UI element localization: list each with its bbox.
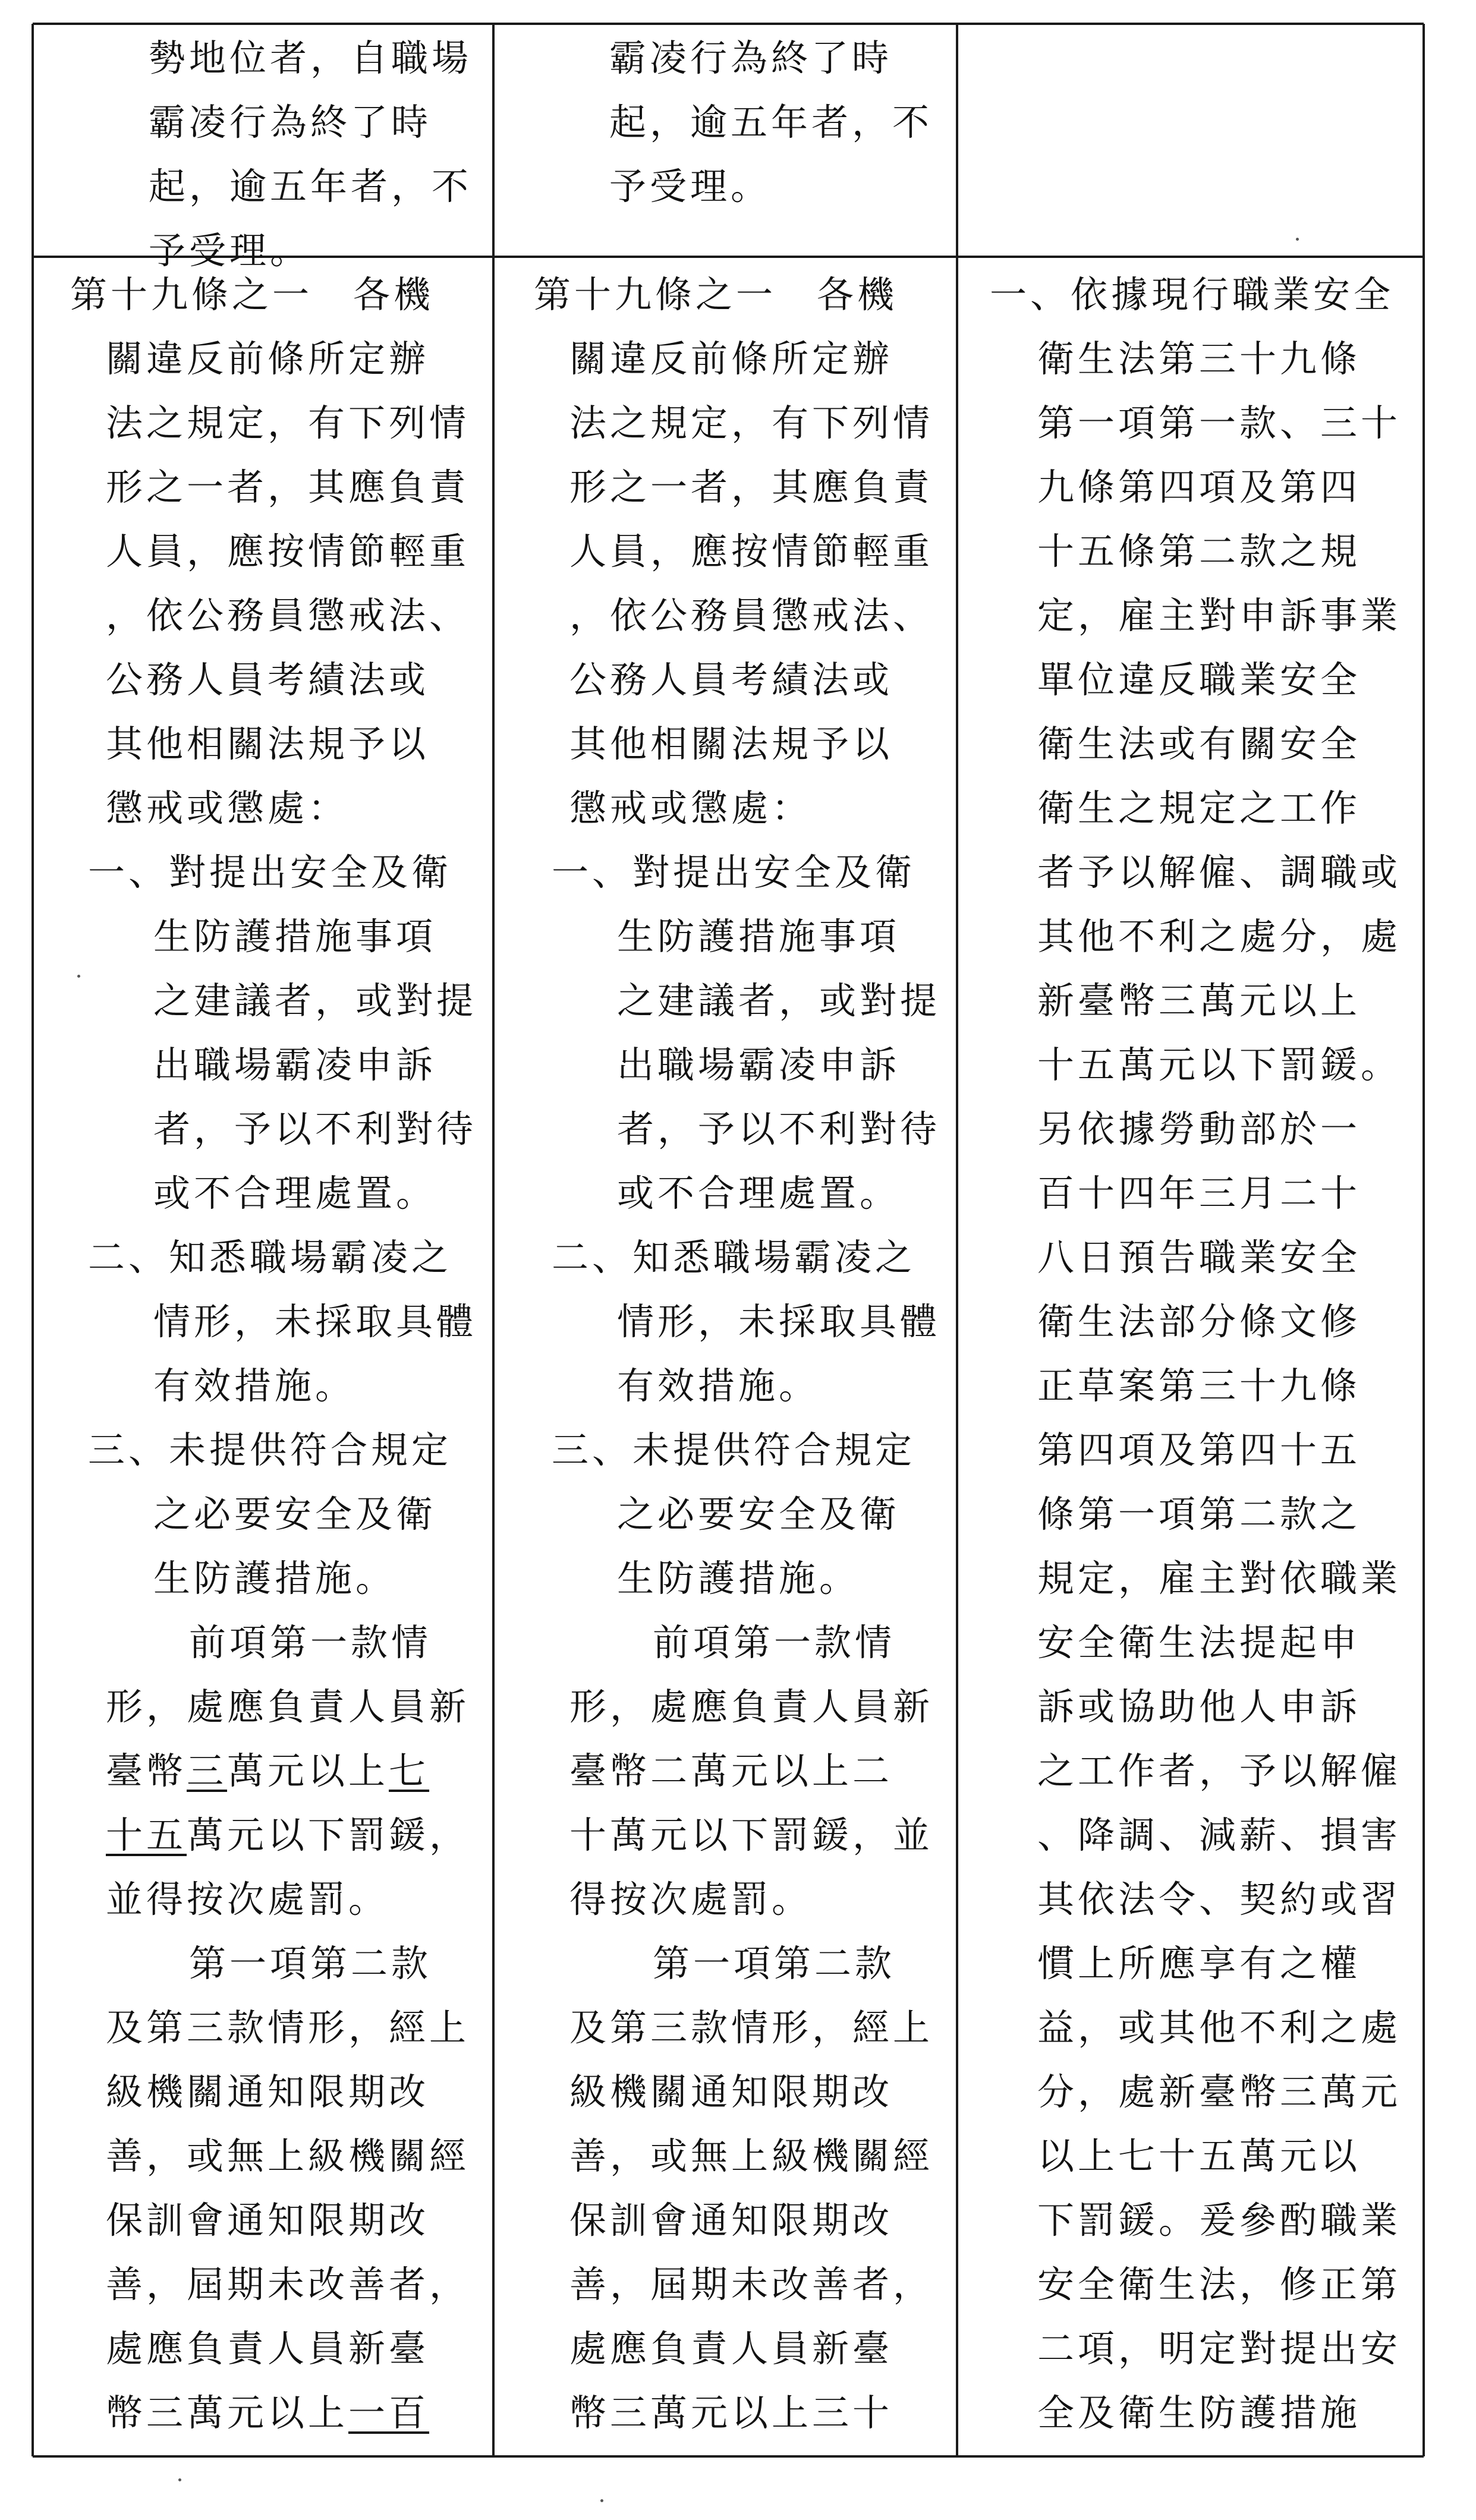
text-line: 霸凌行為終了時 bbox=[609, 36, 893, 80]
text-line: 全及衛生防護措施 bbox=[1037, 2391, 1361, 2434]
text-line: 生防護措施事項 bbox=[153, 915, 437, 958]
text-line: 及第三款情形，經上 bbox=[106, 2006, 470, 2049]
text-line: 百十四年三月二十 bbox=[1037, 1171, 1361, 1215]
text-line: 保訓會通知限期改 bbox=[569, 2198, 893, 2242]
text-line: 衛生法或有關安全 bbox=[1037, 722, 1361, 766]
text-line: 其他相關法規予以 bbox=[106, 722, 430, 766]
text-line: 關違反前條所定辦 bbox=[106, 337, 430, 380]
text-line: 善，或無上級機關經 bbox=[106, 2134, 470, 2178]
text-line: 其他不利之處分，處 bbox=[1037, 915, 1402, 958]
text-line: 級機關通知限期改 bbox=[106, 2070, 430, 2113]
text-line: 以上七十五萬元以 bbox=[1037, 2134, 1361, 2178]
text-line: 之必要安全及衛 bbox=[153, 1492, 437, 1536]
text-line: 三、未提供符合規定 bbox=[88, 1428, 452, 1472]
scan-speck bbox=[178, 2478, 181, 2481]
text-line: 衛生之規定之工作 bbox=[1037, 786, 1361, 830]
text-line: 有效措施。 bbox=[153, 1364, 356, 1407]
main-col1 bbox=[70, 263, 489, 2445]
text-line: 十五萬元以下罰鍰。 bbox=[1037, 1043, 1402, 1086]
text-line: 形，處應負責人員新 bbox=[569, 1685, 934, 1728]
text-line: 之必要安全及衛 bbox=[617, 1492, 901, 1536]
text-line: 條第一項第二款之 bbox=[1037, 1492, 1361, 1536]
text-line: 正草案第三十九條 bbox=[1037, 1364, 1361, 1407]
text-line: 九條第四項及第四 bbox=[1037, 465, 1361, 509]
text-line: 有效措施。 bbox=[617, 1364, 820, 1407]
text-line: 十五萬元以下罰鍰， bbox=[106, 1813, 470, 1857]
text-line: 八日預告職業安全 bbox=[1037, 1236, 1361, 1279]
main-col2 bbox=[534, 263, 953, 2445]
text-line: 之工作者，予以解僱 bbox=[1037, 1749, 1402, 1793]
text-line: 法之規定，有下列情 bbox=[106, 401, 470, 445]
text-line: 者予以解僱、調職或 bbox=[1037, 850, 1402, 894]
text-line: 形之一者，其應負責 bbox=[106, 465, 470, 509]
text-line: 公務人員考績法或 bbox=[569, 658, 893, 701]
text-line: 慣上所應享有之權 bbox=[1037, 1942, 1361, 1985]
text-line: 予受理。 bbox=[149, 229, 311, 272]
text-line: 一、對提出安全及衛 bbox=[88, 850, 452, 894]
continuation-col1 bbox=[42, 26, 487, 283]
text-line: 處應負責人員新臺 bbox=[569, 2327, 893, 2370]
text-line: 第十九條之一 各機 bbox=[70, 273, 435, 316]
text-line: 前項第一款情 bbox=[189, 1621, 432, 1664]
text-line-underlined bbox=[70, 1739, 489, 1803]
text-line: 並得按次處罰。 bbox=[106, 1878, 389, 1921]
text-line: 臺幣二萬元以上二 bbox=[569, 1749, 893, 1793]
text-line: 保訓會通知限期改 bbox=[106, 2198, 430, 2242]
text-line: 三、未提供符合規定 bbox=[552, 1428, 916, 1472]
text-line: 者，予以不利對待 bbox=[617, 1107, 941, 1151]
text-line: 第十九條之一 各機 bbox=[534, 273, 898, 316]
text-line: 第一項第二款 bbox=[653, 1942, 896, 1985]
text-line: 十五條第二款之規 bbox=[1037, 530, 1361, 573]
text-line: 懲戒或懲處： bbox=[569, 786, 813, 830]
text-line: 安全衛生法提起申 bbox=[1037, 1621, 1361, 1664]
text-line: 生防護措施。 bbox=[153, 1557, 396, 1600]
text-line: 或不合理處置。 bbox=[617, 1171, 901, 1215]
text-line: 者，予以不利對待 bbox=[153, 1107, 477, 1151]
text-line: 單位違反職業安全 bbox=[1037, 658, 1361, 701]
scan-speck bbox=[77, 975, 80, 978]
text-line: 得按次處罰。 bbox=[569, 1878, 813, 1921]
text-line: 另依據勞動部於一 bbox=[1037, 1107, 1361, 1151]
text-line: 第一項第一款、三十 bbox=[1037, 401, 1402, 445]
text-line: ，依公務員懲戒法、 bbox=[106, 594, 470, 637]
text-line: 定，雇主對申訴事業 bbox=[1037, 594, 1402, 637]
text-line: 出職場霸凌申訴 bbox=[617, 1043, 901, 1086]
text-line: 關違反前條所定辦 bbox=[569, 337, 893, 380]
text-line: 幣三萬元以上一百 bbox=[106, 2391, 430, 2434]
text-line: 公務人員考績法或 bbox=[106, 658, 430, 701]
text-line: 十萬元以下罰鍰，並 bbox=[569, 1813, 934, 1857]
text-line: 法之規定，有下列情 bbox=[569, 401, 934, 445]
text-line: 、降調、減薪、損害 bbox=[1037, 1813, 1402, 1857]
text-line: 下罰鍰。爰參酌職業 bbox=[1037, 2198, 1402, 2242]
text-line: 二項，明定對提出安 bbox=[1037, 2327, 1402, 2370]
text-line: 益，或其他不利之處 bbox=[1037, 2006, 1402, 2049]
text-line: 霸凌行為終了時 bbox=[149, 100, 432, 144]
text-line: ，依公務員懲戒法、 bbox=[569, 594, 934, 637]
text-line: 第一項第二款 bbox=[189, 1942, 432, 1985]
text-line: 形之一者，其應負責 bbox=[569, 465, 934, 509]
text-line: 形，處應負責人員新 bbox=[106, 1685, 470, 1728]
text-line: 規定，雇主對依職業 bbox=[1037, 1557, 1402, 1600]
text-line: 前項第一款情 bbox=[653, 1621, 896, 1664]
text-line: 衛生法部分條文修 bbox=[1037, 1300, 1361, 1343]
text-line: 起，逾五年者，不 bbox=[149, 165, 473, 208]
text-line: 善，屆期未改善者， bbox=[106, 2263, 470, 2306]
scan-speck bbox=[1296, 238, 1299, 241]
text-line: 幣三萬元以上三十 bbox=[569, 2391, 893, 2434]
text-line: 情形，未採取具體 bbox=[153, 1300, 477, 1343]
text-line: 起，逾五年者，不 bbox=[609, 100, 933, 144]
text-line: 訴或協助他人申訴 bbox=[1037, 1685, 1361, 1728]
text-line: 衛生法第三十九條 bbox=[1037, 337, 1361, 380]
text-line: 及第三款情形，經上 bbox=[569, 2006, 934, 2049]
text-line: 級機關通知限期改 bbox=[569, 2070, 893, 2113]
text-line: 臺幣三萬元以上七 bbox=[106, 1749, 430, 1793]
text-line: 分，處新臺幣三萬元 bbox=[1037, 2070, 1402, 2113]
text-line: 一、依據現行職業安全 bbox=[990, 273, 1395, 316]
text-line: 一、對提出安全及衛 bbox=[552, 850, 916, 894]
text-line: 善，或無上級機關經 bbox=[569, 2134, 934, 2178]
text-line: 二、知悉職場霸凌之 bbox=[88, 1236, 452, 1279]
text-line: 安全衛生法，修正第 bbox=[1037, 2263, 1402, 2306]
text-line: 情形，未採取具體 bbox=[617, 1300, 941, 1343]
text-line: 人員，應按情節輕重 bbox=[106, 530, 470, 573]
text-line: 生防護措施。 bbox=[617, 1557, 860, 1600]
text-line: 其依法令、契約或習 bbox=[1037, 1878, 1402, 1921]
text-line: 出職場霸凌申訴 bbox=[153, 1043, 437, 1086]
text-line: 第四項及第四十五 bbox=[1037, 1428, 1361, 1472]
text-line: 處應負責人員新臺 bbox=[106, 2327, 430, 2370]
scan-speck bbox=[600, 2499, 603, 2502]
text-line: 予受理。 bbox=[609, 165, 772, 208]
text-line: 之建議者，或對提 bbox=[153, 979, 477, 1022]
text-line: 新臺幣三萬元以上 bbox=[1037, 979, 1361, 1022]
text-line: 勢地位者，自職場 bbox=[149, 36, 473, 80]
main-col3-explanation bbox=[990, 263, 1418, 2445]
text-line: 其他相關法規予以 bbox=[569, 722, 893, 766]
text-line: 之建議者，或對提 bbox=[617, 979, 941, 1022]
text-line: 懲戒或懲處： bbox=[106, 786, 349, 830]
text-line: 二、知悉職場霸凌之 bbox=[552, 1236, 916, 1279]
continuation-col2 bbox=[502, 26, 948, 219]
text-line: 人員，應按情節輕重 bbox=[569, 530, 934, 573]
text-line: 或不合理處置。 bbox=[153, 1171, 437, 1215]
text-line: 生防護措施事項 bbox=[617, 915, 901, 958]
text-line: 善，屆期未改善者， bbox=[569, 2263, 934, 2306]
